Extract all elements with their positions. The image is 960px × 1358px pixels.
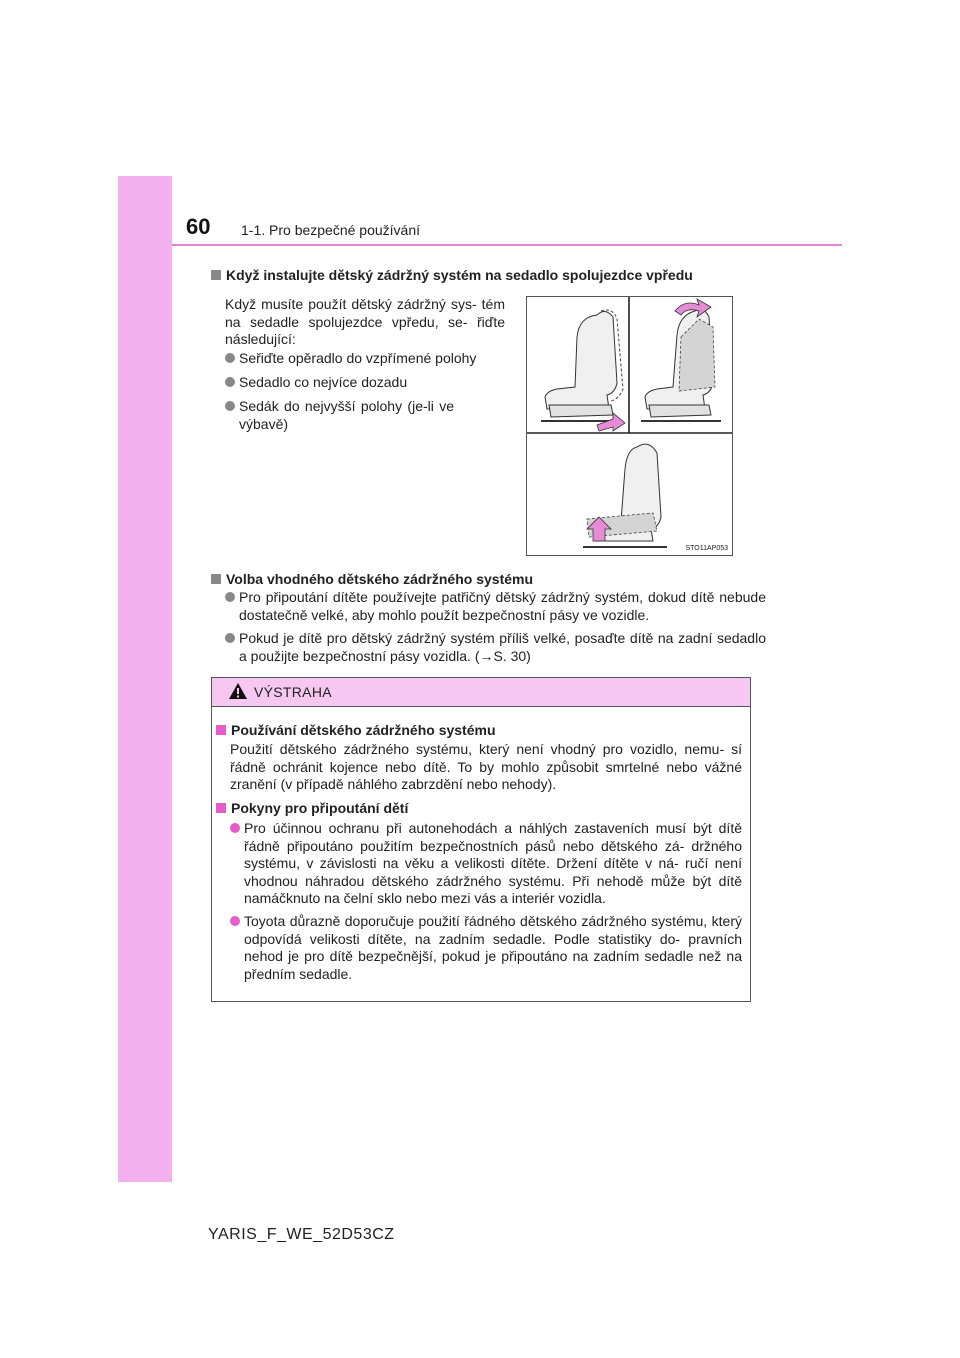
choose-system-bullet xyxy=(225,589,766,624)
front-seat-bullet xyxy=(225,374,519,392)
warning-triangle-icon xyxy=(228,682,248,700)
side-tab-band xyxy=(118,176,172,1182)
round-bullet-icon xyxy=(230,823,240,833)
square-bullet-icon xyxy=(216,725,226,735)
warning-usage-text: Použití dětského zádržného systému, který není vhodný pro vozidlo, nemu- sí řádně ochránit kojence nebo dítě. To by mohlo způsobit smrtelné nebo vážné zranění (v případě náhlého zabrzdění nebo nehody). xyxy=(230,741,742,792)
round-bullet-icon xyxy=(225,401,235,411)
figure-code: STO11AP053 xyxy=(685,545,728,552)
warning-heading-usage xyxy=(216,722,746,738)
front-seat-heading-text: Když instalujte dětský zádržný systém na sedadlo spolujezdce vpředu xyxy=(226,267,693,283)
bullet-text: Sedadlo co nejvíce dozadu xyxy=(239,374,408,390)
bullet-text: Pro účinnou ochranu při autonehodách a náhlých zastaveních musí být dítě řádně připoutáno použitím bezpečnostních pásů nebo dětského zá- držného systému, v závislosti na věku a velikosti dítěte. Držení dítěte v ná- ručí není vhodnou náhradou dětského zádržného systému. Při nehodě může být dítě namáčknuto na čelní sklo nebo mezi vás a interiér vozidla. xyxy=(244,820,742,906)
warning-bullet xyxy=(230,913,742,983)
document-code: YARIS_F_WE_52D53CZ xyxy=(208,1226,395,1243)
warning-label: VÝSTRAHA xyxy=(254,684,332,700)
choose-system-heading-text: Volba vhodného dětského zádržného systému xyxy=(226,571,534,587)
round-bullet-icon xyxy=(230,916,240,926)
round-bullet-icon xyxy=(225,353,235,363)
section-title: 1-1. Pro bezpečné používání xyxy=(241,222,421,238)
square-bullet-icon xyxy=(216,803,226,813)
front-seat-bullet xyxy=(225,350,519,368)
bullet-text: Pokud je dítě pro dětský zádržný systém příliš velké, posaďte dítě na zadní sedadlo a použijte bezpečnostní pásy vozidla. (→S. 30) xyxy=(239,630,766,664)
round-bullet-icon xyxy=(225,633,235,643)
page-number: 60 xyxy=(186,214,211,239)
warning-heading-instructions xyxy=(216,800,746,816)
header-rule xyxy=(172,244,842,246)
seat-adjustment-figure xyxy=(526,296,733,556)
warning-heading-usage-text: Používání dětského zádržného systému xyxy=(231,722,496,738)
choose-system-bullet xyxy=(225,630,766,665)
front-seat-heading xyxy=(211,267,751,283)
square-bullet-icon xyxy=(211,574,221,584)
seat-cushion-raise-icon xyxy=(583,444,667,547)
seat-illustration xyxy=(527,297,732,555)
round-bullet-icon xyxy=(225,377,235,387)
warning-header xyxy=(212,678,750,707)
warning-heading-instructions-text: Pokyny pro připoutání dětí xyxy=(231,800,409,816)
seat-back-icon xyxy=(541,310,625,431)
round-bullet-icon xyxy=(225,592,235,602)
choose-system-heading xyxy=(211,571,751,587)
bullet-text: Seřiďte opěradlo do vzpřímené polohy xyxy=(239,350,477,366)
front-seat-bullet xyxy=(225,398,454,433)
bullet-text: Pro připoutání dítěte používejte patřičný dětský zádržný systém, dokud dítě nebude dostatečně velké, aby mohlo použít bezpečnostní pásy ve vozidle. xyxy=(239,589,766,623)
warning-box xyxy=(211,677,751,1002)
bullet-text: Toyota důrazně doporučuje použití řádného dětského zádržného systému, který odpovídá velikosti dítěte, na zadním sedadle. Podle statistiky do- pravních nehod je pro dítě bezpečnější, pokud je připoutáno na zadním sedadle než na předním sedadle. xyxy=(244,913,742,982)
square-bullet-icon xyxy=(211,270,221,280)
seatback-upright-icon xyxy=(641,299,721,421)
warning-bullet xyxy=(230,820,742,908)
bullet-text: Sedák do nejvyšší polohy (je-li ve výbavě) xyxy=(239,398,454,432)
front-seat-intro: Když musíte použít dětský zádržný sys- tém na sedadle spolujezdce vpředu, se- řiďte následující: xyxy=(225,296,505,347)
